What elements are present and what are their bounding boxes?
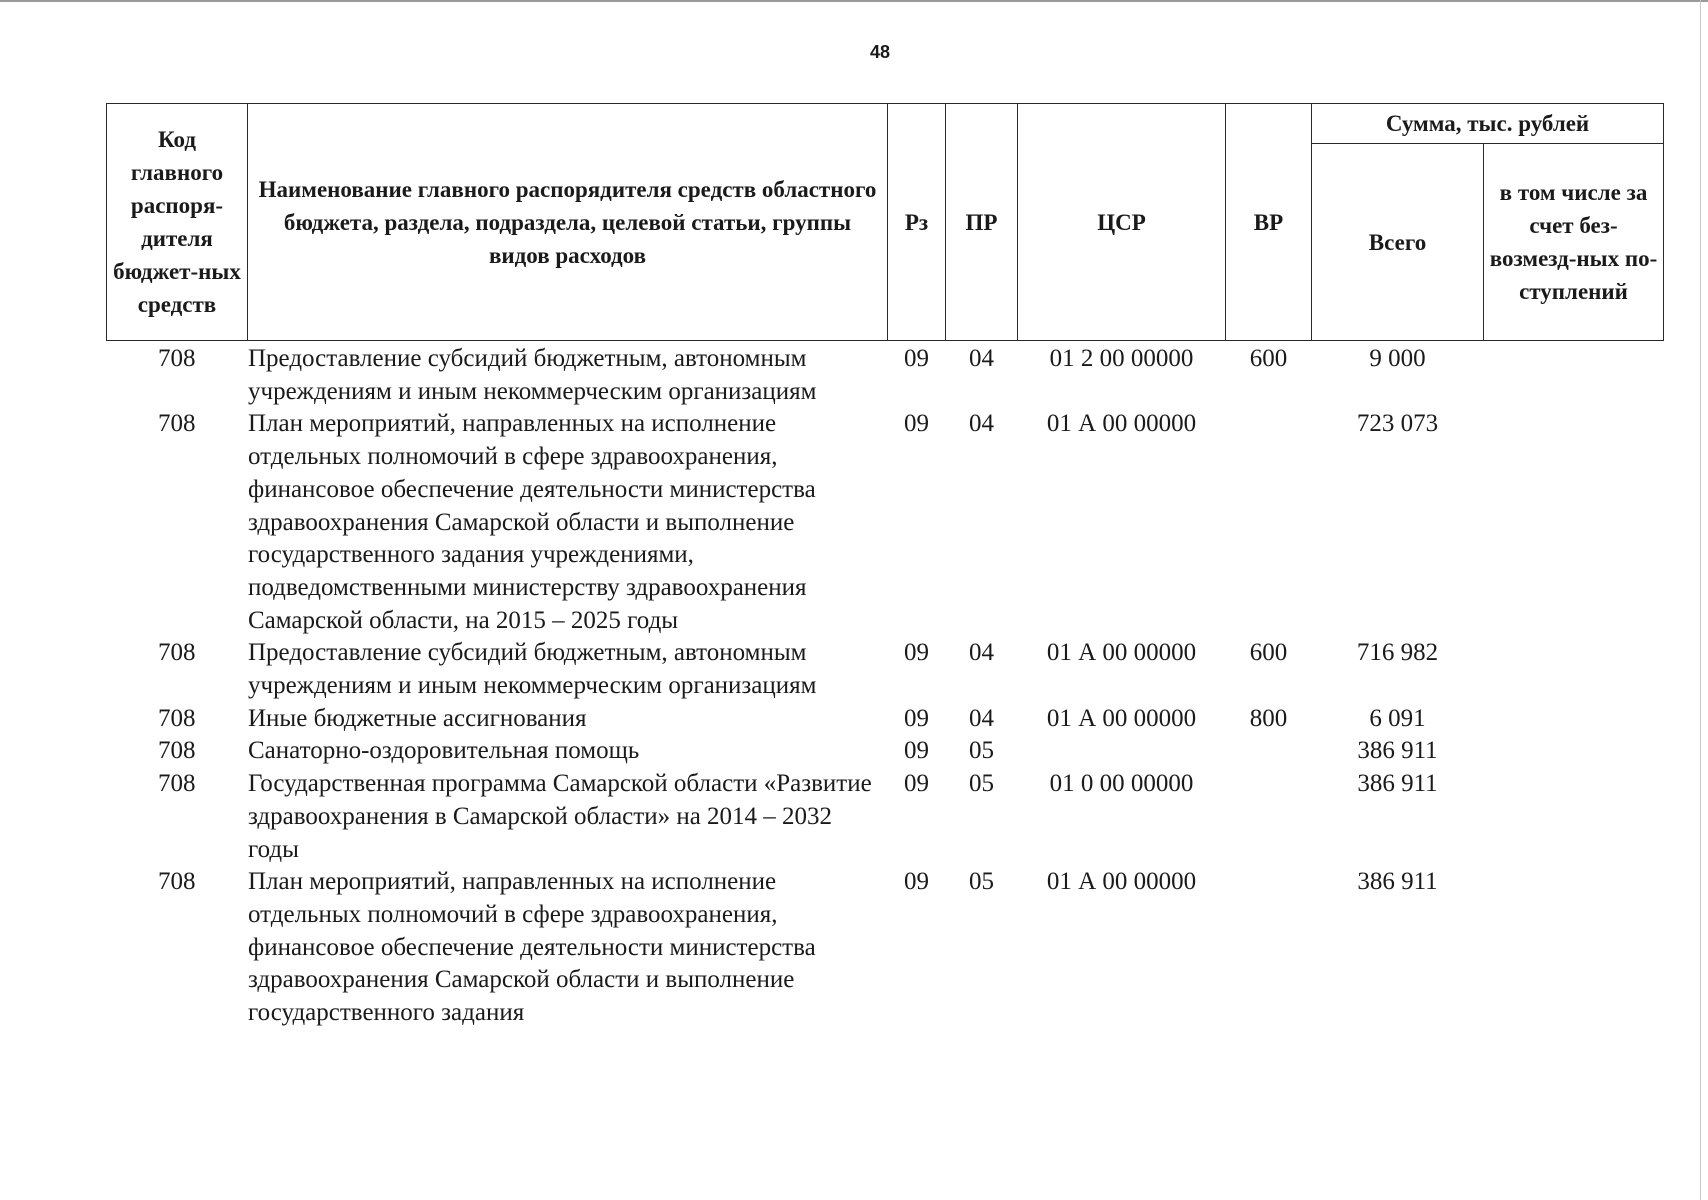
- cell-vr: 600: [1249, 639, 1288, 667]
- table-row: [107, 637, 1664, 702]
- cell-rz: 09: [904, 704, 929, 732]
- cell-csr: 01 0 00 00000: [1049, 770, 1194, 798]
- cell-pr: 05: [969, 737, 994, 765]
- cell-name: Предоставление субсидий бюджетным, автономным учреждениям и иным некоммерческим организациям: [248, 639, 817, 700]
- cell-rz: 09: [904, 410, 929, 438]
- cell-total: 386 911: [1357, 868, 1438, 896]
- cell-csr: 01 А 00 00000: [1046, 410, 1197, 438]
- header-name: Наименование главного распорядителя средств областного бюджета, раздела, подраздела, целевой статьи, группы видов расходов: [248, 104, 888, 341]
- cell-code: 708: [158, 704, 196, 732]
- table-row: [107, 866, 1664, 1030]
- cell-pr: 04: [969, 639, 994, 667]
- header-sum-group: Сумма, тыс. рублей: [1312, 104, 1664, 144]
- cell-csr: 01 2 00 00000: [1049, 345, 1194, 372]
- cell-code: 708: [158, 639, 196, 667]
- cell-vr: [1226, 408, 1312, 637]
- cell-total: 6 091: [1369, 704, 1426, 732]
- cell-name: План мероприятий, направленных на исполнение отдельных полномочий в сфере здравоохранения, финансовое обеспечение деятельности министерства здравоохранения Самарской области и выполнение государственного задания учреждениями, подведомственными министерству здравоохранения Самарской области, на 2015 – 2025 годы: [248, 410, 816, 634]
- cell-free-receipts: [1484, 735, 1664, 768]
- cell-csr: [1018, 735, 1226, 768]
- cell-csr: 01 А 00 00000: [1046, 704, 1197, 732]
- table-row: [107, 735, 1664, 768]
- header-csr: ЦСР: [1018, 104, 1226, 341]
- scan-top-rule: [0, 0, 1708, 2]
- table-row: [107, 408, 1664, 637]
- cell-vr: [1226, 768, 1312, 866]
- cell-code: 708: [158, 868, 196, 896]
- cell-free-receipts: [1484, 637, 1664, 702]
- cell-code: 708: [158, 770, 196, 798]
- cell-pr: 05: [969, 868, 994, 896]
- header-code: Код главного распоря-дителя бюджет-ных средств: [107, 104, 248, 341]
- cell-free-receipts: [1484, 768, 1664, 866]
- cell-free-receipts: [1484, 408, 1664, 637]
- cell-free-receipts: [1484, 703, 1664, 736]
- cell-pr: 05: [969, 770, 994, 798]
- cell-pr: 04: [969, 704, 994, 732]
- cell-rz: 09: [904, 770, 929, 798]
- cell-rz: 09: [904, 737, 929, 765]
- scan-right-edge: [1700, 0, 1701, 1200]
- header-total: Всего: [1312, 144, 1484, 341]
- table-row: [107, 341, 1664, 409]
- cell-name: Предоставление субсидий бюджетным, автономным учреждениям и иным некоммерческим организациям: [248, 345, 817, 405]
- cell-rz: 09: [904, 345, 929, 372]
- cell-vr: [1226, 735, 1312, 768]
- cell-total: 386 911: [1357, 770, 1438, 798]
- cell-total: 9 000: [1369, 345, 1426, 372]
- cell-rz: 09: [904, 639, 929, 667]
- cell-free-receipts: [1484, 341, 1664, 409]
- cell-pr: 04: [969, 345, 994, 372]
- header-free-receipts: в том числе за счет без-возмезд-ных по-ступлений: [1484, 144, 1664, 341]
- page-number: 48: [869, 42, 891, 62]
- cell-name: План мероприятий, направленных на исполнение отдельных полномочий в сфере здравоохранения, финансовое обеспечение деятельности министерства здравоохранения Самарской области и выполнение государственного задания: [248, 868, 816, 1027]
- table-row: [107, 768, 1664, 866]
- cell-code: 708: [158, 410, 196, 438]
- cell-pr: 04: [969, 410, 994, 438]
- cell-name: Санаторно-оздоровительная помощь: [248, 737, 640, 765]
- cell-total: 723 073: [1356, 410, 1439, 438]
- cell-vr: 600: [1249, 345, 1288, 372]
- cell-csr: 01 А 00 00000: [1046, 868, 1197, 896]
- table-header: [107, 104, 1664, 341]
- cell-csr: 01 А 00 00000: [1046, 639, 1197, 667]
- cell-code: 708: [158, 345, 196, 372]
- cell-vr: [1226, 866, 1312, 1030]
- budget-table: [106, 103, 1664, 1030]
- header-vr: ВР: [1226, 104, 1312, 341]
- cell-name: Иные бюджетные ассигнования: [248, 704, 587, 732]
- table-row: [107, 703, 1664, 736]
- cell-name: Государственная программа Самарской области «Развитие здравоохранения в Самарской области» на 2014 – 2032 годы: [248, 770, 872, 863]
- table-body: [107, 341, 1664, 1030]
- cell-total: 386 911: [1357, 737, 1438, 765]
- header-pr: ПР: [946, 104, 1018, 341]
- cell-vr: 800: [1249, 704, 1288, 732]
- cell-total: 716 982: [1356, 639, 1439, 667]
- cell-rz: 09: [904, 868, 929, 896]
- header-rz: Рз: [888, 104, 946, 341]
- cell-code: 708: [158, 737, 196, 765]
- cell-free-receipts: [1484, 866, 1664, 1030]
